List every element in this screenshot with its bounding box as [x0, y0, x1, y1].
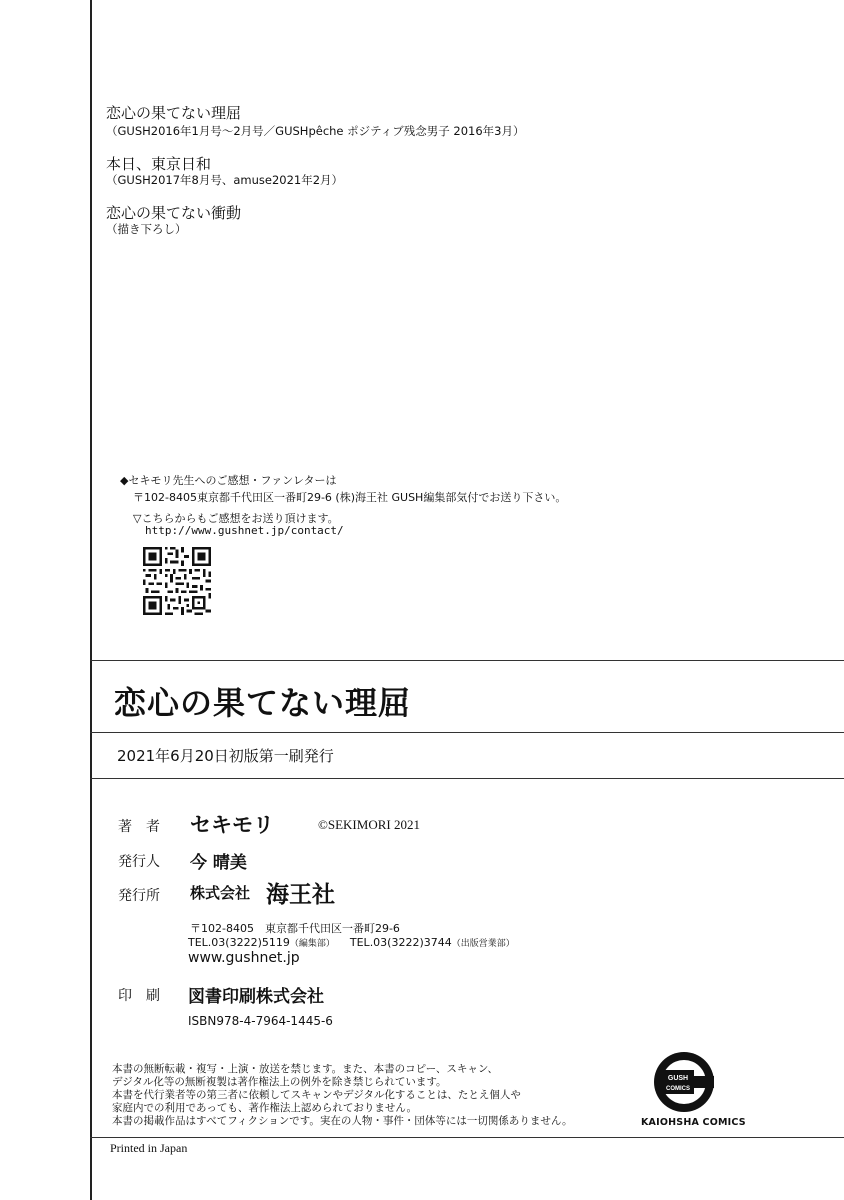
printer-name: 図書印刷株式会社 [188, 987, 324, 1007]
publisher-person-name: 今 晴美 [190, 853, 247, 873]
legal-line-2: デジタル化等の無断複製は著作権法上の例外を除き禁じられています。 [112, 1076, 447, 1088]
legal-line-1: 本書の無断転載・複写・上演・放送を禁じます。また、本書のコピー、スキャン、 [112, 1063, 498, 1075]
publisher-website[interactable]: www.gushnet.jp [188, 950, 300, 966]
publisher-person-label: 発行人 [118, 854, 160, 870]
story-2-title: 本日、東京日和 [106, 155, 212, 173]
tel-editorial: TEL.03(3222)5119 [188, 936, 290, 949]
legal-line-3: 本書を代行業者等の第三者に依頼してスキャンやデジタル化することは、たとえ個人や [112, 1089, 521, 1101]
publisher-label: 発行所 [118, 888, 160, 904]
contact-url[interactable]: http://www.gushnet.jp/contact/ [145, 524, 344, 537]
author-label: 著 者 [118, 819, 160, 835]
legal-line-5: 本書の掲載作品はすべてフィクションです。実在の人物・事件・団体等には一切関係ありません。 [112, 1115, 573, 1127]
contact-web-note: ▽こちらからもご感想をお送り頂けます。 [133, 512, 339, 525]
printer-label: 印 刷 [118, 988, 160, 1004]
publisher-address: 〒102-8405 東京都千代田区一番町29-6 [190, 922, 400, 935]
edition-date: 2021年6月20日初版第一刷発行 [117, 747, 334, 765]
story-2-source: （GUSH2017年8月号、amuse2021年2月） [106, 173, 344, 187]
printed-in-japan: Printed in Japan [110, 1141, 188, 1155]
book-title: 恋心の果てない理屈 [114, 684, 412, 722]
publisher-name: 海王社 [266, 881, 335, 908]
copyright: ©SEKIMORI 2021 [318, 817, 420, 832]
gush-comics-logo-icon [648, 1050, 720, 1114]
publisher-prefix: 株式会社 [190, 884, 251, 902]
fan-letter-heading: ◆セキモリ先生へのご感想・ファンレターは [120, 474, 337, 487]
fan-letter-address: 〒102-8405東京都千代田区一番町29-6 (株)海王社 GUSH編集部気付でお送り下さい。 [133, 491, 567, 504]
story-1-source: （GUSH2016年1月号～2月号／GUSHpêche ポジティブ残念男子 2016年3月） [106, 124, 525, 138]
tel-sales-note: （出版営業部） [451, 939, 515, 949]
tel-editorial-row [188, 936, 515, 949]
edition-rule [90, 778, 844, 779]
logo-label: KAIOHSHA COMICS [641, 1117, 746, 1128]
tel-editorial-note: （編集部） [289, 939, 335, 949]
story-1-title: 恋心の果てない理屈 [106, 104, 242, 122]
legal-line-4: 家庭内での利用であっても、著作権法上認められておりません。 [112, 1102, 418, 1114]
title-top-rule [90, 660, 844, 661]
story-3-source: （描き下ろし） [106, 222, 187, 236]
left-margin-rule [90, 0, 92, 1200]
svg-text:GUSH: GUSH [667, 1075, 689, 1082]
qr-code[interactable] [143, 547, 211, 615]
bottom-rule [90, 1137, 844, 1138]
svg-text:COMICS: COMICS [666, 1086, 690, 1092]
tel-sales: TEL.03(3222)3744 [349, 936, 452, 949]
isbn: ISBN978-4-7964-1445-6 [188, 1014, 333, 1028]
story-3-title: 恋心の果てない衝動 [106, 204, 242, 222]
title-bottom-rule [90, 732, 844, 733]
author-name: セキモリ [190, 813, 274, 837]
